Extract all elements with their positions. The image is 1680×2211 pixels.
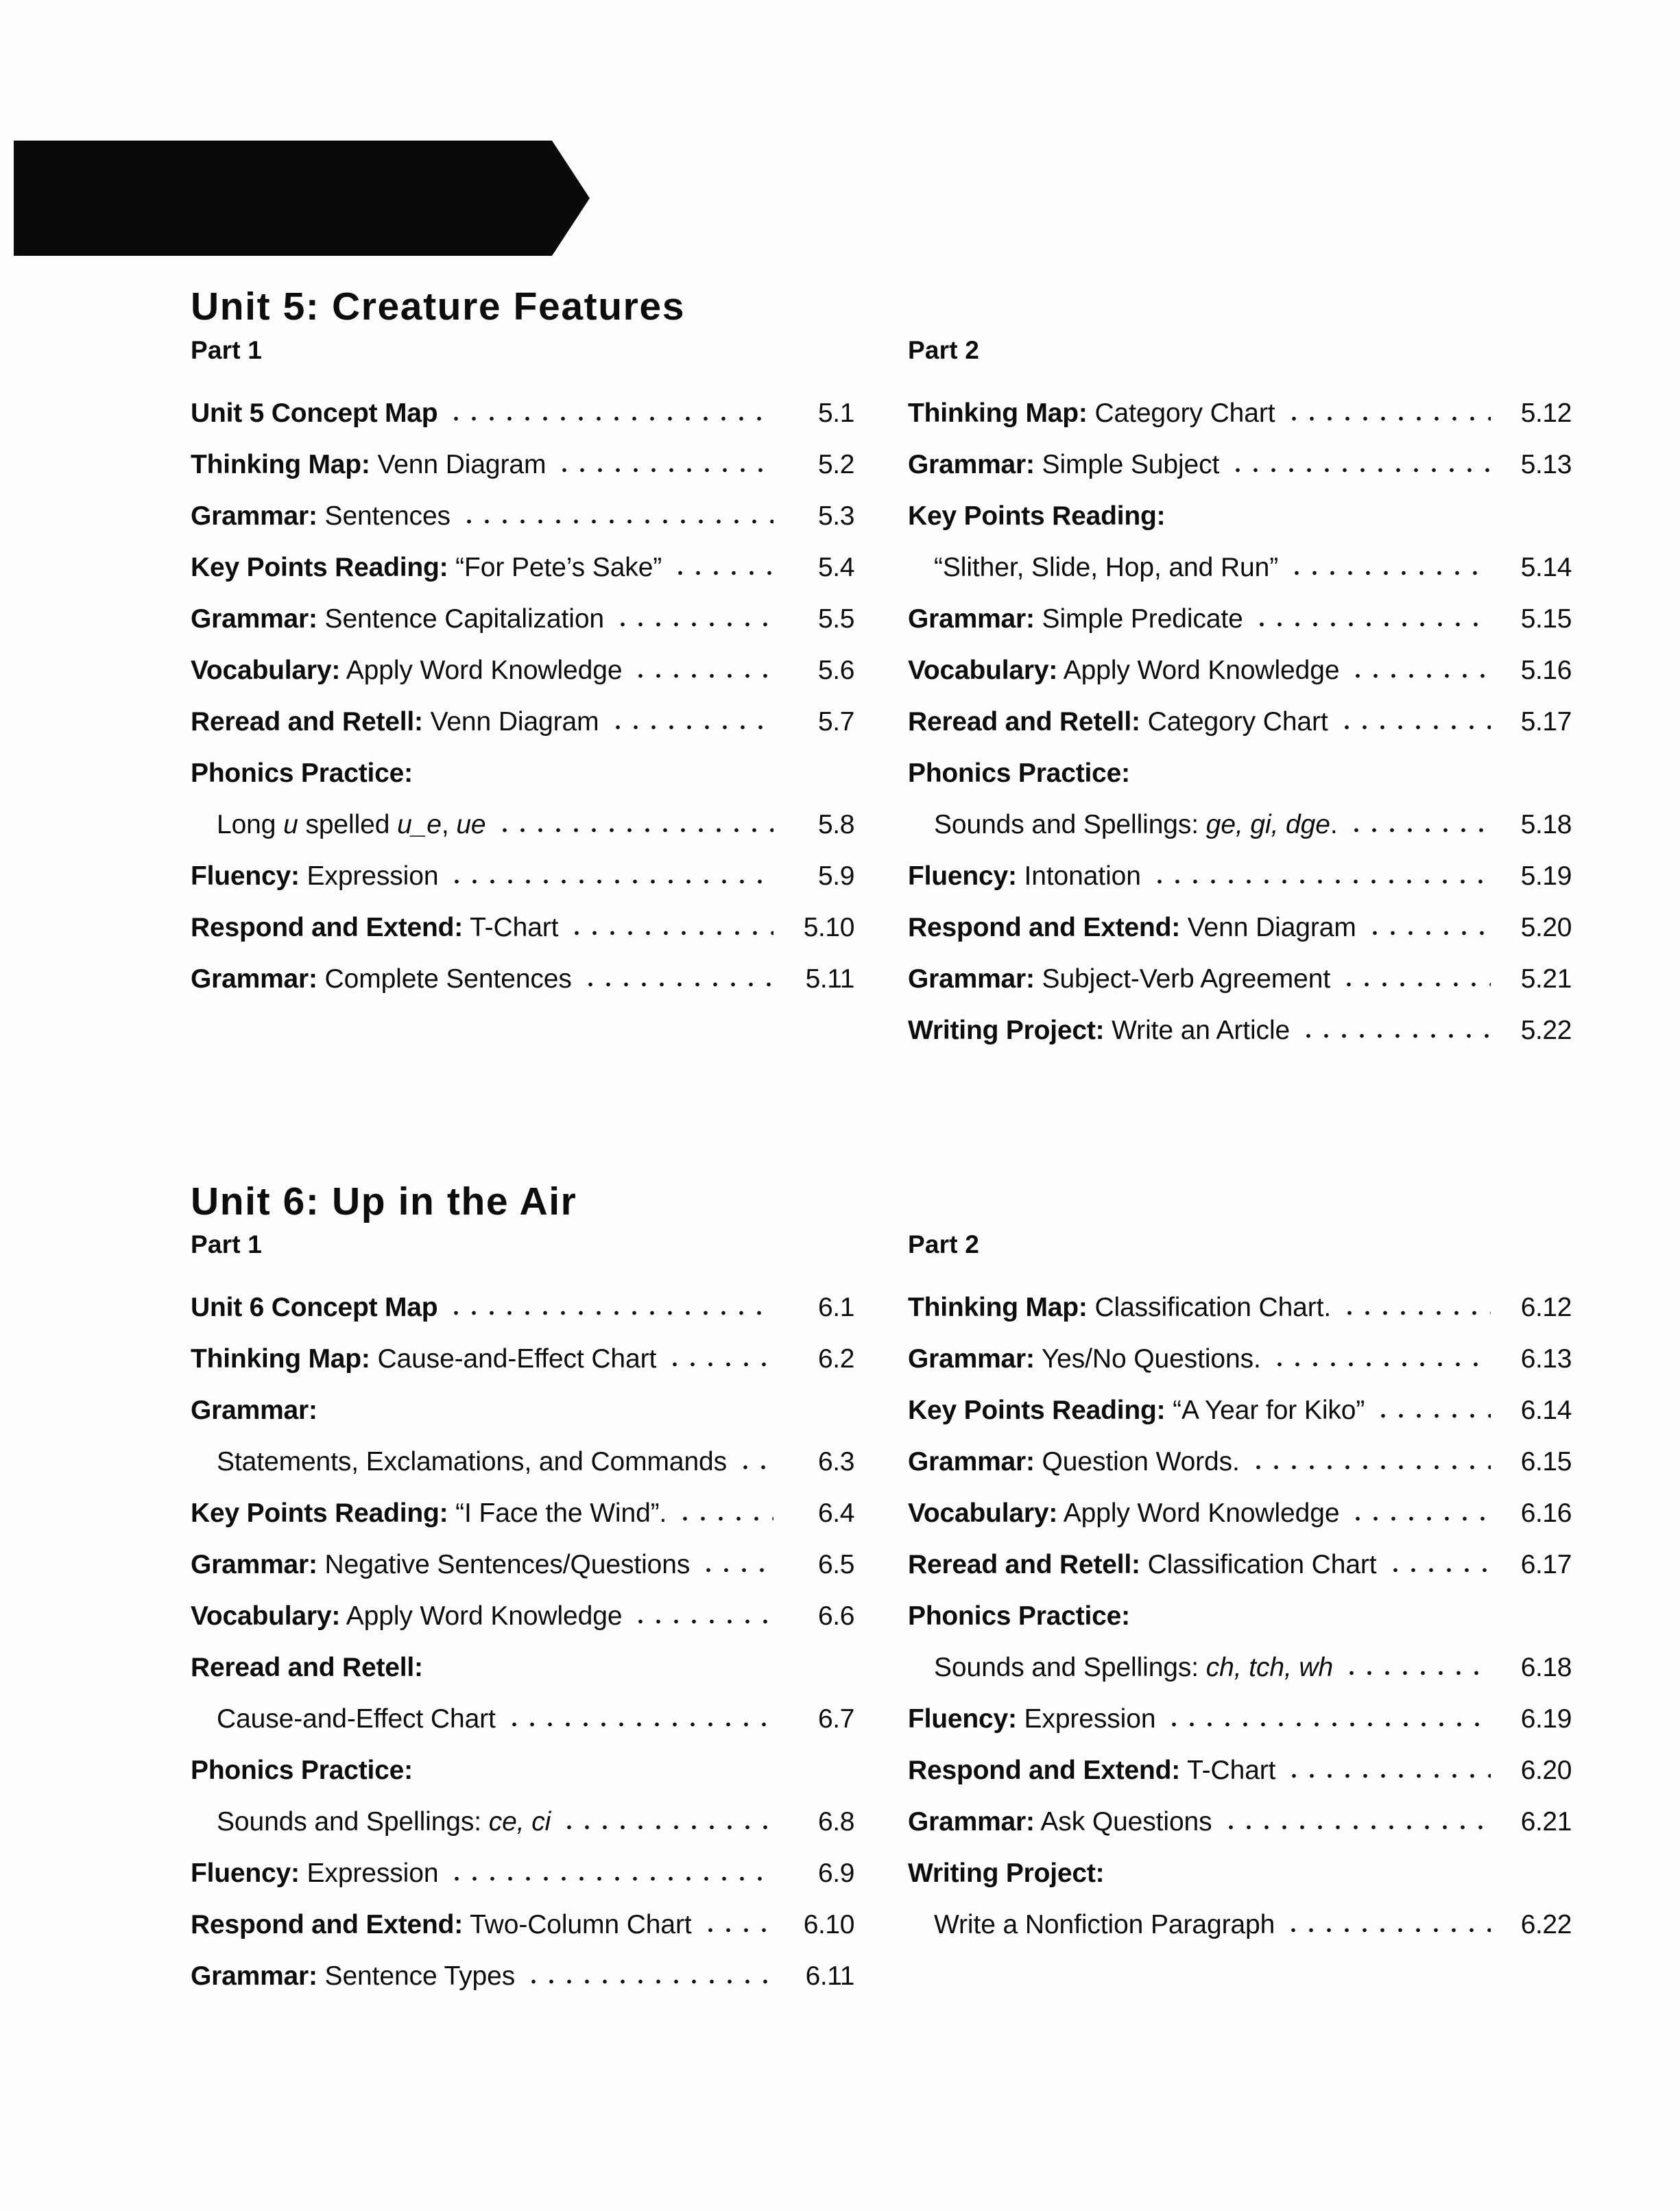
toc-entry[interactable]: [191, 840, 854, 892]
dot-leader: [1253, 622, 1491, 627]
toc-entry[interactable]: [191, 1889, 854, 1940]
toc-entry[interactable]: [191, 634, 854, 686]
dot-leader: [1343, 1671, 1491, 1675]
toc-entry-label: Sounds and Spellings: ch, tch, wh: [934, 1653, 1334, 1683]
dot-leader: [1285, 416, 1491, 421]
toc-entry-label: Thinking Map: Venn Diagram: [191, 449, 547, 479]
black-arrow-banner: [14, 141, 590, 256]
toc-page-number: 6.3: [817, 1447, 854, 1477]
toc-entry-label: Grammar: Subject-Verb Agreement: [908, 964, 1331, 994]
toc-entry[interactable]: [908, 686, 1572, 737]
toc-entry[interactable]: [908, 1837, 1572, 1889]
toc-entry-label: Grammar: Question Words.: [908, 1447, 1240, 1477]
dot-leader: [1349, 673, 1491, 678]
toc-entry[interactable]: [191, 686, 854, 737]
dot-leader: [1249, 1465, 1491, 1470]
toc-entry[interactable]: [908, 1271, 1572, 1323]
toc-page-number: 6.21: [1520, 1807, 1572, 1837]
toc-entry[interactable]: [908, 1786, 1572, 1837]
toc-entry[interactable]: [908, 1889, 1572, 1940]
dot-leader: [1285, 1773, 1491, 1778]
toc-entry-label: Reread and Retell: Venn Diagram: [191, 706, 599, 737]
part-label: Part 1: [191, 335, 263, 364]
toc-entry[interactable]: [191, 1734, 854, 1786]
toc-entry-label: Write a Nonfiction Paragraph: [934, 1910, 1275, 1940]
dot-leader: [447, 416, 773, 421]
toc-entry[interactable]: [908, 1477, 1572, 1529]
toc-entry[interactable]: [191, 1271, 854, 1323]
dot-leader: [1284, 1928, 1491, 1933]
toc-entry-label: Fluency: Intonation: [908, 861, 1141, 891]
toc-page-number: 5.15: [1520, 603, 1572, 634]
toc-entry-label: Grammar: Sentences: [191, 501, 451, 531]
dot-leader: [560, 1825, 773, 1830]
dot-leader: [699, 1568, 773, 1573]
toc-entry[interactable]: [908, 1374, 1572, 1426]
toc-entry-label: Vocabulary: Apply Word Knowledge: [191, 655, 623, 685]
toc-page-number: 5.4: [817, 552, 854, 582]
toc-entry-label: Phonics Practice:: [191, 758, 413, 788]
toc-page-number: 6.7: [817, 1704, 854, 1734]
toc-entry-label: Sounds and Spellings: ge, gi, dge.: [934, 809, 1338, 839]
toc-entry-label: Fluency: Expression: [191, 861, 439, 891]
toc-entry[interactable]: [908, 1323, 1572, 1374]
toc-entry-label: Vocabulary: Apply Word Knowledge: [908, 1498, 1340, 1529]
toc-page-number: 5.11: [805, 964, 854, 994]
toc-entry-label: Grammar: Negative Sentences/Questions: [191, 1550, 691, 1580]
toc-entry-label: Grammar: Simple Subject: [908, 449, 1220, 479]
toc-entry-label: Grammar: Sentence Types: [191, 1961, 516, 1992]
toc-page-number: 5.19: [1520, 861, 1572, 891]
toc-entry[interactable]: [191, 1580, 854, 1632]
toc-entry[interactable]: [908, 737, 1572, 789]
toc-entry-label: Grammar:: [191, 1396, 317, 1426]
toc-entry[interactable]: [191, 1786, 854, 1837]
toc-page-number: 6.5: [817, 1550, 854, 1580]
toc-page-number: 5.14: [1520, 552, 1572, 582]
toc-page-number: 5.10: [803, 912, 854, 942]
toc-page-number: 5.21: [1520, 964, 1572, 994]
dot-leader: [1299, 1033, 1491, 1038]
toc-entry-label: Key Points Reading:: [908, 501, 1166, 531]
toc-entry-label: Thinking Map: Cause-and-Effect Chart: [191, 1344, 657, 1374]
toc-entry[interactable]: [908, 1683, 1572, 1734]
dot-leader: [1165, 1722, 1491, 1727]
toc-entry[interactable]: [908, 1426, 1572, 1477]
dot-leader: [1366, 931, 1491, 935]
toc-page-number: 6.17: [1520, 1550, 1572, 1580]
dot-leader: [671, 571, 773, 575]
toc-entry[interactable]: [908, 943, 1572, 994]
dot-leader: [676, 1516, 773, 1521]
toc-page-number: 6.16: [1520, 1498, 1572, 1529]
toc-entry-label: Phonics Practice:: [908, 1601, 1130, 1632]
toc-page-number: 5.17: [1520, 706, 1572, 737]
toc-page-number: 6.13: [1520, 1344, 1572, 1374]
toc-entry-label: Respond and Extend: Two-Column Chart: [191, 1910, 692, 1940]
unit-title: Unit 6: Up in the Air: [191, 1179, 577, 1223]
toc-entry-label: Grammar: Complete Sentences: [191, 964, 572, 994]
unit-columns: [191, 333, 1603, 1046]
toc-entry[interactable]: [191, 531, 854, 583]
toc-page-number: 6.2: [817, 1344, 854, 1374]
toc-entry-label: Phonics Practice:: [908, 758, 1130, 788]
toc-page-number: 6.22: [1520, 1910, 1572, 1940]
toc-entry[interactable]: [191, 1632, 854, 1683]
toc-entry[interactable]: [191, 583, 854, 634]
toc-entry-label: Sounds and Spellings: ce, ci: [217, 1807, 551, 1837]
toc-page-number: 6.4: [817, 1498, 854, 1529]
toc-column: [191, 1227, 854, 1992]
dot-leader: [1374, 1413, 1491, 1418]
toc-entry-label: Writing Project: Write an Article: [908, 1015, 1291, 1045]
toc-page-number: 5.7: [817, 706, 854, 737]
toc-page-number: 6.18: [1520, 1653, 1572, 1683]
toc-entry-label: Grammar: Ask Questions: [908, 1807, 1212, 1837]
toc-entry[interactable]: [908, 583, 1572, 634]
toc-entry-label: Reread and Retell: Classification Chart: [908, 1550, 1377, 1580]
toc-entry[interactable]: [191, 789, 854, 840]
toc-entry-label: “Slither, Slide, Hop, and Run”: [934, 552, 1279, 582]
toc-page-number: 5.2: [817, 449, 854, 479]
toc-entry-label: Grammar: Simple Predicate: [908, 603, 1243, 634]
part-label: Part 2: [908, 335, 980, 364]
toc-entry[interactable]: [191, 1837, 854, 1889]
dot-leader: [632, 673, 773, 678]
toc-page-number: 6.19: [1520, 1704, 1572, 1734]
toc-column: [908, 1227, 1572, 1992]
toc-entry-label: Phonics Practice:: [191, 1756, 413, 1786]
toc-page-number: 5.8: [817, 809, 854, 839]
dot-leader: [632, 1619, 773, 1624]
dot-leader: [447, 1311, 773, 1315]
toc-entry[interactable]: [191, 1426, 854, 1477]
toc-entry[interactable]: [191, 1683, 854, 1734]
toc-entry-label: Key Points Reading: “A Year for Kiko”: [908, 1396, 1365, 1426]
toc-page-number: 5.5: [817, 603, 854, 634]
toc-entry[interactable]: [908, 480, 1572, 531]
toc-page-number: 6.11: [805, 1961, 854, 1992]
toc-entry[interactable]: [908, 840, 1572, 892]
toc-page-number: 5.20: [1520, 912, 1572, 942]
dot-leader: [525, 1979, 773, 1984]
toc-page-number: 6.20: [1520, 1756, 1572, 1786]
dot-leader: [666, 1362, 773, 1367]
toc-entry-label: Writing Project:: [908, 1859, 1105, 1889]
toc-entry[interactable]: [191, 1323, 854, 1374]
toc-entry-label: Thinking Map: Classification Chart.: [908, 1293, 1332, 1323]
toc-entry-label: Key Points Reading: “I Face the Wind”.: [191, 1498, 667, 1529]
toc-entry[interactable]: [908, 634, 1572, 686]
dot-leader: [701, 1928, 773, 1933]
toc-entry[interactable]: [908, 892, 1572, 943]
dot-leader: [1340, 982, 1491, 987]
dot-leader: [1341, 1311, 1491, 1315]
toc-entry[interactable]: [191, 480, 854, 531]
toc-entry-label: Long u spelled u_e, ue: [217, 809, 486, 839]
toc-entry[interactable]: [191, 429, 854, 480]
part-label: Part 2: [908, 1230, 980, 1259]
dot-leader: [1347, 828, 1491, 833]
dot-leader: [1271, 1362, 1491, 1367]
toc-page-number: 5.18: [1520, 809, 1572, 839]
toc-page-number: 6.15: [1520, 1447, 1572, 1477]
toc-entry[interactable]: [908, 1734, 1572, 1786]
toc-entry-label: Respond and Extend: T-Chart: [191, 912, 559, 942]
toc-page-number: 6.10: [803, 1910, 854, 1940]
toc-entry[interactable]: [908, 1580, 1572, 1632]
toc-page-number: 5.12: [1520, 398, 1572, 428]
toc-page-number: 6.6: [817, 1601, 854, 1632]
unit-section: [191, 1179, 1603, 1992]
toc-page-number: 6.8: [817, 1807, 854, 1837]
toc-entry-label: Unit 6 Concept Map: [191, 1293, 438, 1323]
dot-leader: [1288, 571, 1491, 575]
toc-page-number: 6.1: [817, 1293, 854, 1323]
dot-leader: [1349, 1516, 1491, 1521]
dot-leader: [736, 1465, 773, 1470]
toc-entry[interactable]: [191, 737, 854, 789]
dot-leader: [496, 828, 773, 833]
toc-entry-label: Fluency: Expression: [908, 1704, 1156, 1734]
toc-entry[interactable]: [191, 1374, 854, 1426]
toc-page-number: 5.13: [1520, 449, 1572, 479]
toc-entry-label: Unit 5 Concept Map: [191, 398, 438, 428]
dot-leader: [460, 519, 773, 524]
unit-section: [191, 287, 1603, 1046]
toc-entry-label: Reread and Retell:: [191, 1653, 423, 1683]
dot-leader: [581, 982, 773, 987]
toc-entry-label: Grammar: Sentence Capitalization: [191, 603, 605, 634]
toc-page-number: 5.9: [817, 861, 854, 891]
toc-entry-label: Statements, Exclamations, and Commands: [217, 1447, 728, 1477]
toc-entry[interactable]: [908, 789, 1572, 840]
toc-entry[interactable]: [908, 1529, 1572, 1580]
toc-entry[interactable]: [191, 1529, 854, 1580]
dot-leader: [555, 468, 773, 473]
toc-page-number: 5.6: [817, 655, 854, 685]
dot-leader: [505, 1722, 773, 1727]
part-label: Part 1: [191, 1230, 263, 1259]
toc-entry-label: Reread and Retell: Category Chart: [908, 706, 1328, 737]
toc-entry-label: Respond and Extend: Venn Diagram: [908, 912, 1356, 942]
dot-leader: [609, 725, 773, 730]
toc-entry-label: Grammar: Yes/No Questions.: [908, 1344, 1261, 1374]
toc-page-number: 5.16: [1520, 655, 1572, 685]
toc-entry[interactable]: [191, 1940, 854, 1992]
dot-leader: [614, 622, 773, 627]
dot-leader: [568, 931, 773, 935]
toc-entry-label: Vocabulary: Apply Word Knowledge: [908, 655, 1340, 685]
toc-entry[interactable]: [191, 943, 854, 994]
toc-entry-label: Vocabulary: Apply Word Knowledge: [191, 1601, 623, 1632]
toc-entry[interactable]: [191, 892, 854, 943]
dot-leader: [1151, 879, 1491, 884]
toc-entry[interactable]: [908, 429, 1572, 480]
toc-page-number: 5.22: [1520, 1015, 1572, 1045]
dot-leader: [1387, 1568, 1491, 1573]
toc-page-number: 6.14: [1520, 1396, 1572, 1426]
unit-columns: [191, 1227, 1603, 1992]
toc-entry-label: Fluency: Expression: [191, 1859, 439, 1889]
toc-entry[interactable]: [191, 1477, 854, 1529]
toc-entry[interactable]: [191, 377, 854, 429]
dot-leader: [1229, 468, 1491, 473]
dot-leader: [448, 879, 773, 884]
toc-content: [191, 287, 1603, 1992]
dot-leader: [448, 1876, 773, 1881]
toc-column: [191, 333, 854, 1046]
toc-column: [908, 333, 1572, 1046]
toc-entry[interactable]: [908, 531, 1572, 583]
toc-entry-label: Key Points Reading: “For Pete’s Sake”: [191, 552, 662, 582]
toc-page-number: 5.1: [817, 398, 854, 428]
toc-entry[interactable]: [908, 1632, 1572, 1683]
toc-entry-label: Cause-and-Effect Chart: [217, 1704, 496, 1734]
toc-entry[interactable]: [908, 994, 1572, 1046]
toc-page-number: 6.9: [817, 1859, 854, 1889]
toc-page-number: 5.3: [817, 501, 854, 531]
unit-title: Unit 5: Creature Features: [191, 285, 686, 328]
dot-leader: [1338, 725, 1491, 730]
toc-entry-label: Thinking Map: Category Chart: [908, 398, 1275, 428]
toc-entry[interactable]: [908, 377, 1572, 429]
toc-entry-label: Respond and Extend: T-Chart: [908, 1756, 1276, 1786]
toc-page-number: 6.12: [1520, 1293, 1572, 1323]
dot-leader: [1222, 1825, 1491, 1830]
